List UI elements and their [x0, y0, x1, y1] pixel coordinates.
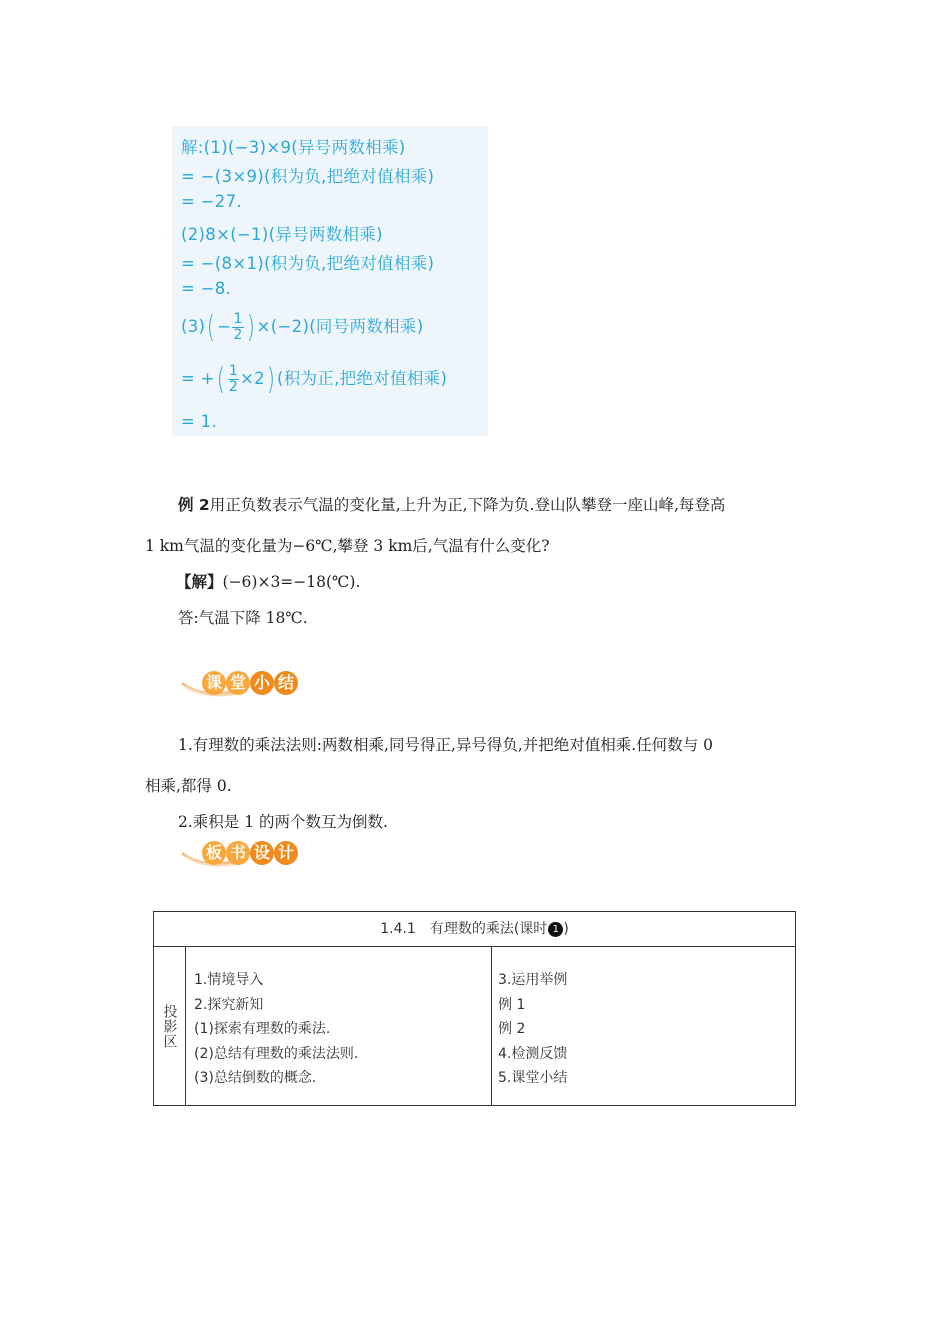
- board-left-column: [194, 968, 358, 1091]
- example2-label: 例 2: [178, 496, 210, 514]
- solution-line-6: = −8.: [181, 279, 232, 298]
- board-char-3: 设: [250, 841, 274, 865]
- board-char-2: 书: [226, 841, 250, 865]
- summary-header: [180, 669, 310, 703]
- board-right-item: 4.检测反馈: [498, 1045, 568, 1062]
- fraction-half: $\frac{1}{2}$: [233, 311, 243, 343]
- projection-area-label: 投影区: [154, 946, 186, 1106]
- fraction-half: $\frac{1}{2}$: [228, 363, 239, 395]
- board-right-item: 例 1: [498, 996, 526, 1013]
- lesson-number-badge: 1: [548, 922, 563, 937]
- line8-inner: ×2: [240, 369, 265, 388]
- summary-point-1a: 1.有理数的乘法法则:两数相乘,同号得正,异号得负,并把绝对值相乘.任何数与 0: [178, 736, 714, 754]
- board-left-item: (3)总结倒数的概念.: [194, 1070, 317, 1087]
- board-right-item: 5.课堂小结: [498, 1070, 568, 1087]
- summary-point-1b: 相乘,都得 0.: [145, 777, 232, 795]
- board-left-item: (2)总结有理数的乘法法则.: [194, 1045, 359, 1062]
- solution-line-5: = −(8×1)(积为负,把绝对值相乘): [181, 254, 435, 273]
- board-design-table: [153, 911, 796, 1106]
- board-header: [180, 839, 310, 873]
- board-char-4: 计: [274, 841, 298, 865]
- solution-box: [172, 126, 488, 436]
- solution-label: 【解】: [176, 573, 223, 591]
- example2-line1: [178, 493, 725, 515]
- summary-char-4: 结: [274, 671, 298, 695]
- summary-char-1: 课: [202, 671, 226, 695]
- board-char-1: 板: [202, 841, 226, 865]
- example2-text1: 用正负数表示气温的变化量,上升为正,下降为负.登山队攀登一座山峰,每登高: [209, 496, 726, 514]
- board-left-item: (1)探索有理数的乘法.: [194, 1021, 331, 1038]
- solution-line-8: = +( $\frac{1}{2}$ ×2) (积为正,把绝对值相乘): [181, 361, 448, 397]
- example2-answer: 答:气温下降 18℃.: [178, 609, 308, 627]
- solution-line-2: = −(3×9)(积为负,把绝对值相乘): [181, 167, 435, 186]
- solution-line-9: = 1.: [181, 412, 218, 431]
- example2-line2: 1 km气温的变化量为−6℃,攀登 3 km后,气温有什么变化?: [145, 537, 550, 555]
- line8-suffix: (积为正,把绝对值相乘): [276, 369, 448, 388]
- board-right-item: 例 2: [498, 1021, 526, 1038]
- line7-suffix: ×(−2)(同号两数相乘): [256, 317, 424, 336]
- summary-point-2: 2.乘积是 1 的两个数互为倒数.: [178, 813, 388, 831]
- solution-line-4: (2)8×(−1)(异号两数相乘): [181, 225, 383, 244]
- solution-line-1: 解:(1)(−3)×9(异号两数相乘): [181, 138, 406, 157]
- solution-line-3: = −27.: [181, 192, 242, 211]
- solution-line-7: (3)( − $\frac{1}{2}$ ) ×(−2)(同号两数相乘): [181, 309, 424, 345]
- board-left-item: 1.情境导入: [194, 972, 264, 988]
- board-left-item: 2.探究新知: [194, 996, 264, 1013]
- board-title: 1.4.1 有理数的乘法(课时 1 ): [154, 912, 795, 947]
- line8-prefix: = +: [181, 369, 215, 388]
- summary-char-2: 堂: [226, 671, 250, 695]
- solution-text: (−6)×3=−18(℃).: [222, 573, 361, 591]
- summary-char-3: 小: [250, 671, 274, 695]
- board-right-item: 3.运用举例: [498, 972, 568, 988]
- example2-solution: [176, 570, 360, 592]
- line7-minus: −: [217, 317, 232, 336]
- line7-prefix: (3): [181, 317, 206, 336]
- board-right-column: [498, 968, 567, 1091]
- column-divider: [491, 946, 492, 1106]
